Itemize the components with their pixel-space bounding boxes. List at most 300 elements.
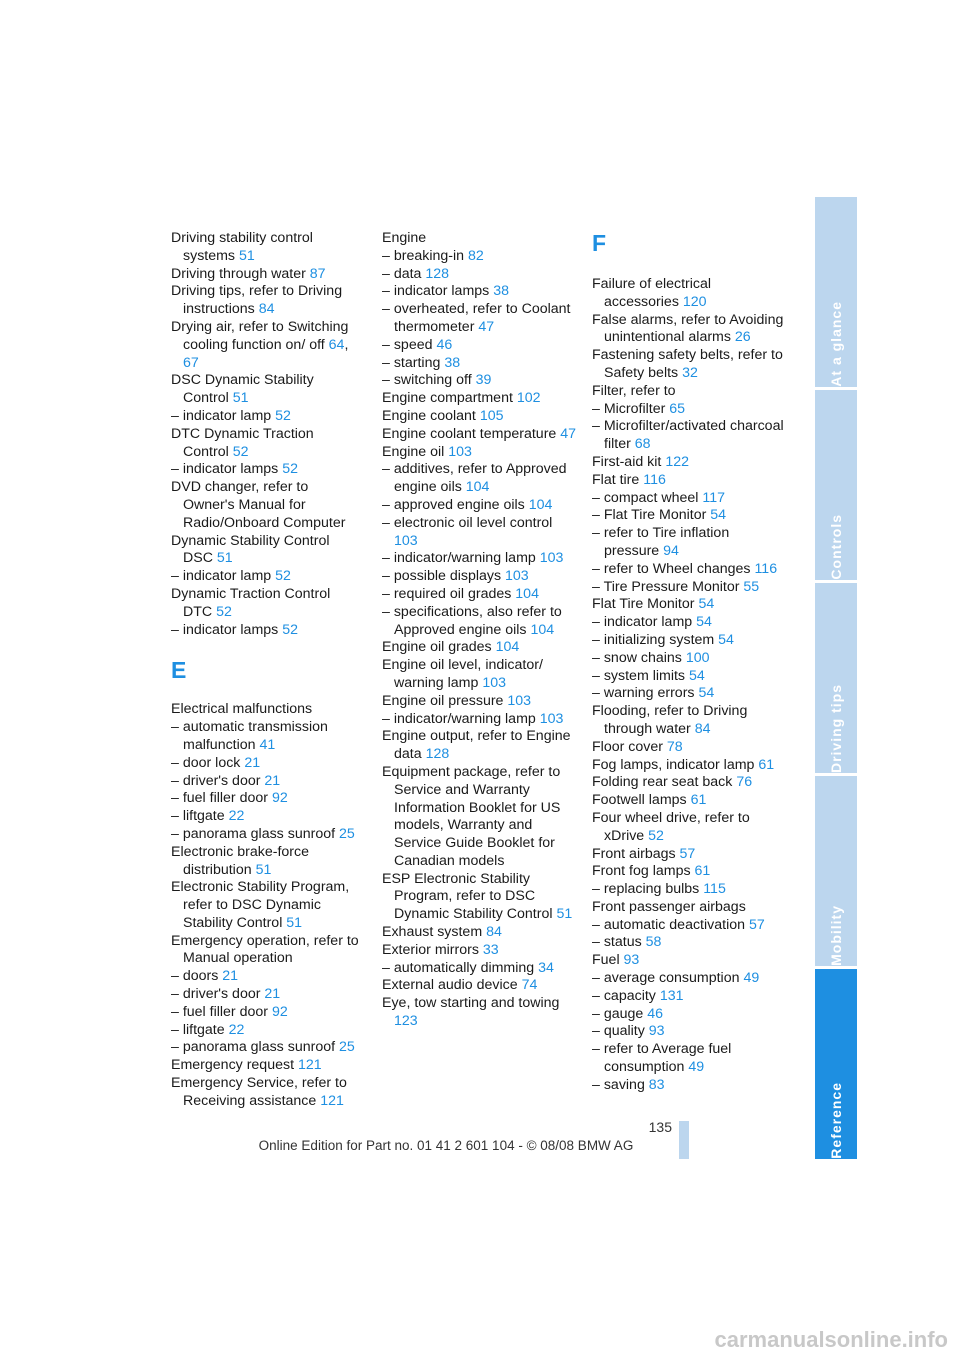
page-reference-link[interactable]: 78	[666, 738, 683, 755]
index-entry	[382, 871, 578, 924]
entry-text: Folding rear seat back	[592, 774, 737, 791]
index-entry	[592, 454, 788, 472]
page-reference-link[interactable]: 39	[475, 372, 492, 389]
page-reference-link[interactable]: 61	[694, 863, 711, 880]
index-entry	[171, 808, 363, 826]
page-reference-link[interactable]: 128	[425, 265, 450, 282]
entry-text: Filter, refer to	[592, 382, 676, 399]
page-reference-link[interactable]: 47	[478, 318, 495, 335]
entry-text: – starting	[382, 354, 445, 371]
index-entry	[592, 650, 788, 668]
entry-text: – fuel filler door	[171, 1003, 272, 1020]
entry-text: – automatic deactivation	[592, 916, 749, 933]
entry-text: ESP Electronic Stability Program, refer to DSC Dynamic Stability Control	[382, 870, 557, 923]
entry-text: Front passenger airbags	[592, 898, 746, 915]
entry-text: – indicator lamp	[171, 568, 276, 585]
entry-text: External audio device	[382, 977, 522, 994]
index-entry	[592, 881, 788, 899]
entry-text: – driver's door	[171, 772, 265, 789]
entry-text: – indicator lamps	[171, 461, 283, 478]
entry-text: Electronic Stability Program, refer to DSC Dynamic Stability Control	[171, 879, 350, 931]
page-reference-link[interactable]: 84	[486, 924, 502, 941]
entry-text: Failure of electrical accessories	[592, 276, 712, 310]
page-reference-link[interactable]: 54	[696, 614, 712, 631]
page-reference-link[interactable]: 52	[275, 407, 291, 424]
page-reference-link[interactable]: 123	[394, 1013, 418, 1030]
page-reference-link[interactable]: 93	[648, 1023, 665, 1040]
index-entry	[382, 248, 578, 266]
page-reference-link[interactable]: 115	[703, 881, 726, 898]
page-reference-link[interactable]: 49	[688, 1059, 705, 1076]
index-entry	[382, 372, 578, 390]
page-reference-link[interactable]: 57	[679, 845, 696, 862]
entry-text: Engine coolant	[382, 407, 480, 424]
index-entry	[382, 693, 578, 711]
page-reference-link[interactable]: 51	[232, 390, 249, 407]
page-reference-link[interactable]: 52	[232, 443, 249, 460]
page-reference-link[interactable]: 76	[736, 774, 753, 791]
entry-text: – fuel filler door	[171, 790, 272, 807]
entry-text: Flat tire	[592, 471, 644, 488]
entry-text: DSC Dynamic Stability Control	[171, 372, 314, 407]
entry-text: – panorama glass sunroof	[171, 825, 339, 842]
entry-text: Engine compartment	[382, 390, 517, 407]
index-entry	[171, 701, 363, 719]
index-entry	[592, 970, 788, 988]
index-entry	[171, 755, 363, 773]
page-reference-link[interactable]: 103	[482, 674, 506, 691]
page-reference-link[interactable]: 54	[698, 596, 715, 613]
index-entry	[382, 355, 578, 373]
page-reference-link[interactable]: 38	[493, 283, 509, 300]
entry-text: – liftgate	[171, 1021, 229, 1038]
page-reference-link[interactable]: 33	[482, 941, 499, 958]
tab-label: Mobility	[828, 905, 844, 966]
index-entry	[382, 515, 578, 551]
index-entry	[382, 283, 578, 301]
entry-text: – Microfilter/activated charcoal filter	[592, 418, 784, 453]
footer-edition	[0, 1138, 960, 1153]
index-entry	[592, 792, 788, 810]
entry-text: – specifications, also refer to Approved engine oils	[382, 603, 562, 638]
page-reference-link[interactable]: 120	[682, 293, 707, 310]
page-reference-link[interactable]: 54	[718, 631, 734, 648]
index-entry	[382, 426, 578, 444]
index-entry	[592, 312, 788, 348]
index-entry	[592, 952, 788, 970]
entry-text: – required oil grades	[382, 585, 516, 602]
index-entry	[382, 995, 578, 1031]
entry-text: – refer to Average fuel consumption	[592, 1041, 732, 1076]
entry-text: – speed	[382, 336, 437, 353]
page-reference-link[interactable]: 105	[479, 407, 504, 424]
entry-text: – quality	[592, 1023, 649, 1040]
index-entry	[592, 846, 788, 864]
index-entry	[171, 719, 363, 755]
tab-label: Controls	[828, 514, 844, 580]
index-entry	[592, 490, 788, 508]
index-entry	[171, 372, 363, 408]
tab-driving-tips[interactable]	[815, 583, 857, 773]
index-entry	[382, 461, 578, 497]
entry-text: – saving	[592, 1076, 649, 1093]
page-reference-link[interactable]: 52	[282, 461, 298, 478]
entry-text: Emergency request	[171, 1057, 298, 1074]
page-reference-link[interactable]: 52	[648, 827, 664, 844]
index-entry	[592, 507, 788, 525]
page-reference-link[interactable]: 49	[743, 970, 760, 987]
index-entry	[171, 586, 363, 622]
entry-text: – replacing bulbs	[592, 881, 704, 898]
page-reference-link[interactable]: 83	[648, 1076, 665, 1093]
index-entry	[592, 774, 788, 792]
page-reference-link[interactable]: 65	[669, 400, 686, 417]
page-reference-link[interactable]: 22	[228, 1021, 245, 1038]
index-entry	[382, 390, 578, 408]
watermark: carmanualsonline.info	[714, 1327, 948, 1352]
page-reference-link[interactable]: 68	[634, 436, 651, 453]
index-entry	[592, 988, 788, 1006]
entry-text: Dynamic Stability Control DSC	[171, 532, 330, 567]
page-reference-link[interactable]: 51	[556, 906, 573, 923]
page-reference-link[interactable]: 52	[282, 621, 298, 638]
index-entry	[592, 276, 788, 312]
entry-text: Emergency operation, refer to Manual operation	[171, 932, 359, 967]
page-reference-link[interactable]: 21	[222, 968, 239, 985]
index-entry	[592, 525, 788, 561]
index-group-d	[171, 230, 363, 639]
page-reference-link[interactable]: 34	[538, 959, 554, 976]
index-entry	[382, 924, 578, 942]
index-entry	[171, 479, 363, 532]
page-reference-link[interactable]: 82	[467, 247, 484, 264]
entry-text: False alarms, refer to Avoiding unintentional alarms	[592, 311, 784, 346]
index-entry	[171, 408, 363, 426]
index-entry	[592, 685, 788, 703]
entry-text: Flooding, refer to Driving through water	[592, 703, 748, 737]
index-entry	[382, 711, 578, 729]
entry-text: Engine oil level, indicator/ warning lamp	[382, 657, 543, 691]
entry-text: Driving through water	[171, 265, 310, 282]
tab-label: Reference	[828, 1082, 844, 1159]
page-reference-link[interactable]: 93	[623, 952, 640, 969]
index-entry	[382, 497, 578, 515]
tab-mobility[interactable]	[815, 776, 857, 966]
entry-text: – warning errors	[592, 685, 699, 702]
page-reference-link[interactable]: 61	[690, 792, 707, 809]
entry-text: Fastening safety belts, refer to Safety belts	[592, 347, 783, 381]
entry-text: – system limits	[592, 667, 689, 684]
entry-text: – overheated, refer to Coolant thermometer	[382, 301, 571, 335]
entry-text: Footwell lamps	[592, 792, 691, 809]
index-entry	[592, 810, 788, 846]
page-reference-link[interactable]: 122	[665, 453, 689, 470]
index-entry	[382, 408, 578, 426]
entry-text: – automatically dimming	[382, 959, 539, 976]
page-reference-link[interactable]: 61	[758, 756, 775, 773]
index-entry	[382, 604, 578, 640]
index-group-f	[592, 276, 788, 1095]
page-reference-link[interactable]: 51	[216, 550, 233, 567]
chapter-tabs	[815, 197, 857, 1160]
index-entry	[171, 568, 363, 586]
entry-text: Driving stability control systems	[171, 230, 313, 264]
index-entry	[592, 917, 788, 935]
entry-text: Front airbags	[592, 845, 680, 862]
index-entry	[171, 1039, 363, 1057]
index-column-1	[171, 230, 363, 1111]
page-reference-link[interactable]: 55	[743, 578, 760, 595]
entry-text: First-aid kit	[592, 453, 666, 470]
index-entry	[382, 337, 578, 355]
index-entry	[592, 401, 788, 419]
page-reference-link[interactable]: 104	[465, 479, 490, 496]
index-entry	[592, 668, 788, 686]
page-reference-link[interactable]: 131	[659, 987, 684, 1004]
entry-text: – breaking-in	[382, 247, 468, 264]
index-entry	[171, 230, 363, 266]
page-reference-link[interactable]: 51	[255, 861, 272, 878]
page-reference-link[interactable]: 92	[271, 1003, 288, 1020]
entry-text: Drying air, refer to Switching cooling function on/ off	[171, 318, 349, 353]
entry-text: DVD changer, refer to Owner's Manual for Radio/Onboard Computer	[171, 479, 346, 531]
index-entry	[382, 639, 578, 657]
index-entry	[171, 622, 363, 640]
page-reference-link[interactable]: 103	[394, 532, 418, 549]
page-reference-link[interactable]: 92	[271, 790, 288, 807]
page-reference-link[interactable]: 21	[244, 754, 261, 771]
page-reference-link[interactable]: 52	[216, 603, 232, 620]
page-reference-link[interactable]: 67	[183, 354, 199, 371]
index-entry	[592, 632, 788, 650]
page-reference-link[interactable]: 103	[539, 710, 564, 727]
index-entry	[592, 739, 788, 757]
entry-text: Fuel	[592, 952, 624, 969]
page-reference-link[interactable]: 116	[643, 471, 666, 488]
page-reference-link[interactable]: 104	[530, 621, 555, 638]
index-entry	[171, 266, 363, 284]
page-reference-link[interactable]: 104	[528, 496, 553, 513]
entry-text: – doors	[171, 968, 223, 985]
page-reference-link[interactable]: 54	[698, 685, 715, 702]
page-reference-link[interactable]: 22	[228, 808, 245, 825]
entry-text: Front fog lamps	[592, 863, 695, 880]
entry-text: – automatic transmission malfunction	[171, 719, 328, 753]
page-reference-link[interactable]: 121	[320, 1092, 344, 1109]
index-entry	[592, 579, 788, 597]
entry-text: – indicator lamps	[382, 283, 494, 300]
entry-text: – Flat Tire Monitor	[592, 507, 711, 524]
index-entry	[382, 586, 578, 604]
index-entry	[592, 1077, 788, 1095]
entry-text: – refer to Tire inflation pressure	[592, 525, 730, 559]
footer-edition-text: Online Edition for Part no. 01 41 2 601 104 - © 08/08 BMW AG	[258, 1138, 634, 1153]
index-entry	[171, 426, 363, 462]
index-entry	[171, 790, 363, 808]
entry-text: – liftgate	[171, 808, 229, 825]
entry-text: Engine oil	[382, 443, 449, 460]
entry-text: Floor cover	[592, 738, 667, 755]
page-reference-link[interactable]: 103	[505, 568, 529, 585]
entry-text: Dynamic Traction Control DTC	[171, 585, 331, 620]
page-reference-link[interactable]: 87	[309, 265, 326, 282]
entry-text: – indicator lamp	[171, 407, 276, 424]
section-letter-f: F	[592, 230, 607, 256]
entry-text: Electronic brake-force distribution	[171, 843, 309, 878]
index-entry	[592, 899, 788, 917]
entry-text: – refer to Wheel changes	[592, 560, 755, 577]
page-reference-link[interactable]: 100	[685, 649, 710, 666]
entry-text: – indicator/warning lamp	[382, 550, 540, 567]
entry-text: – electronic oil level control	[382, 514, 553, 531]
entry-text: Equipment package, refer to Service and Warranty Information Booklet for US models, Warranty and Service Guide Booklet for Canadian models	[382, 763, 561, 869]
page-reference-link[interactable]: 103	[448, 443, 472, 460]
page-reference-link[interactable]: 117	[702, 489, 726, 506]
entry-text: – gauge	[592, 1005, 648, 1022]
index-entry: Drying air, refer to Switching cooling function on/ off 64, 67	[171, 318, 349, 371]
index-entry	[592, 1023, 788, 1041]
entry-text: Emergency Service, refer to Receiving assistance	[171, 1075, 347, 1109]
index-entry	[171, 1022, 363, 1040]
entry-text: Engine coolant temperature	[382, 425, 561, 442]
page-reference-link[interactable]: 21	[264, 772, 281, 789]
entry-text: Engine output, refer to Engine data	[382, 728, 571, 763]
page-reference-link[interactable]: 46	[647, 1005, 664, 1022]
entry-text: – initializing system	[592, 631, 719, 648]
entry-text: – Microfilter	[592, 400, 670, 417]
page-reference-link[interactable]: 51	[238, 247, 255, 264]
entry-text: Exterior mirrors	[382, 941, 483, 958]
entry-text: – approved engine oils	[382, 496, 529, 513]
page-reference-link[interactable]: 84	[694, 720, 711, 737]
page-reference-link[interactable]: 74	[521, 977, 538, 994]
index-entry	[171, 461, 363, 479]
tab-label: Driving tips	[828, 683, 844, 773]
page-reference-link[interactable]: 47	[560, 425, 577, 442]
entry-text: Engine oil grades	[382, 639, 496, 656]
index-entry	[382, 977, 578, 995]
entry-text: – status	[592, 934, 646, 951]
index-entry	[171, 933, 363, 969]
index-column-2	[382, 230, 578, 1031]
page-reference-link[interactable]: 128	[425, 746, 450, 763]
index-entry	[592, 757, 788, 775]
entry-text: – Tire Pressure Monitor	[592, 578, 744, 595]
page-reference-link[interactable]: 64	[328, 336, 345, 353]
index-entry	[171, 533, 363, 569]
tab-reference[interactable]	[815, 969, 857, 1159]
index-group-engine	[382, 230, 578, 1031]
entry-text: Driving tips, refer to Driving instructions	[171, 283, 343, 318]
page-reference-link[interactable]: 103	[539, 550, 564, 567]
page-reference-link[interactable]: 58	[645, 934, 662, 951]
entry-text: Electrical malfunctions	[171, 701, 313, 718]
index-entry	[382, 568, 578, 586]
tab-label: At a glance	[828, 301, 844, 387]
entry-text: – indicator/warning lamp	[382, 710, 540, 727]
page-reference-link[interactable]: 103	[507, 692, 532, 709]
entry-text: – driver's door	[171, 986, 265, 1003]
page-reference-link[interactable]: 102	[516, 390, 541, 407]
tab-at-a-glance[interactable]	[815, 197, 857, 387]
page-reference-link[interactable]: 116	[754, 560, 778, 577]
page-reference-link[interactable]: 54	[710, 507, 727, 524]
page-reference-link[interactable]: 21	[264, 986, 281, 1003]
entry-text: Flat Tire Monitor	[592, 596, 699, 613]
index-entry	[382, 301, 578, 337]
tab-controls[interactable]	[815, 390, 857, 580]
index-entry	[592, 703, 788, 739]
index-entry	[171, 1075, 363, 1111]
entry-text: Four wheel drive, refer to xDrive	[592, 809, 750, 844]
page-reference-link[interactable]: 54	[688, 667, 705, 684]
page-reference-link[interactable]: 84	[258, 301, 275, 318]
index-entry	[592, 472, 788, 490]
page-reference-link[interactable]: 38	[444, 354, 461, 371]
index-entry	[382, 764, 578, 871]
page-reference-link[interactable]: 104	[495, 639, 520, 656]
index-entry	[592, 1006, 788, 1024]
page-reference-link[interactable]: 57	[748, 916, 765, 933]
entry-text: Engine oil pressure	[382, 692, 508, 709]
page-reference-link[interactable]: 25	[339, 825, 355, 842]
page-reference-link[interactable]: 52	[275, 568, 291, 585]
index-entry	[382, 657, 578, 693]
index-entry	[382, 550, 578, 568]
entry-text: DTC Dynamic Traction Control	[171, 425, 314, 460]
page-reference-link[interactable]: 94	[663, 542, 679, 559]
index-entry	[592, 596, 788, 614]
entry-text: – possible displays	[382, 568, 506, 585]
entry-text: Eye, tow starting and towing	[382, 995, 560, 1012]
entry-text: – data	[382, 265, 426, 282]
entry-text: – snow chains	[592, 649, 686, 666]
index-entry	[382, 266, 578, 284]
index-entry	[382, 728, 578, 764]
page-reference-link[interactable]: 51	[286, 914, 303, 931]
entry-text: – capacity	[592, 987, 660, 1004]
index-entry	[592, 347, 788, 383]
index-entry	[592, 418, 788, 454]
index-entry	[171, 773, 363, 791]
index-entry	[592, 863, 788, 881]
index-entry	[171, 968, 363, 986]
index-entry	[592, 383, 788, 401]
entry-text: – additives, refer to Approved engine oils	[382, 461, 567, 496]
index-entry	[382, 960, 578, 978]
entry-text: – switching off	[382, 372, 476, 389]
entry-text: – indicator lamp	[592, 614, 697, 631]
page-reference-link[interactable]: 41	[259, 736, 276, 753]
entry-text: – indicator lamps	[171, 621, 283, 638]
page-reference-link[interactable]: 46	[436, 336, 453, 353]
entry-text: – panorama glass sunroof	[171, 1039, 339, 1056]
index-group-e	[171, 701, 363, 1110]
page-reference-link[interactable]: 121	[297, 1057, 322, 1074]
entry-text: Fog lamps, indicator lamp	[592, 756, 759, 773]
entry-text: – door lock	[171, 754, 245, 771]
page-reference-link[interactable]: 32	[682, 364, 698, 381]
page-reference-link[interactable]: 25	[339, 1039, 355, 1056]
entry-text: Engine	[382, 230, 427, 246]
index-entry	[592, 614, 788, 632]
index-entry	[382, 230, 578, 248]
index-entry	[171, 826, 363, 844]
page-reference-link[interactable]: 26	[734, 329, 751, 346]
page-reference-link[interactable]: 104	[515, 585, 539, 602]
index-column-3	[592, 230, 788, 1095]
index-entry	[171, 283, 363, 319]
